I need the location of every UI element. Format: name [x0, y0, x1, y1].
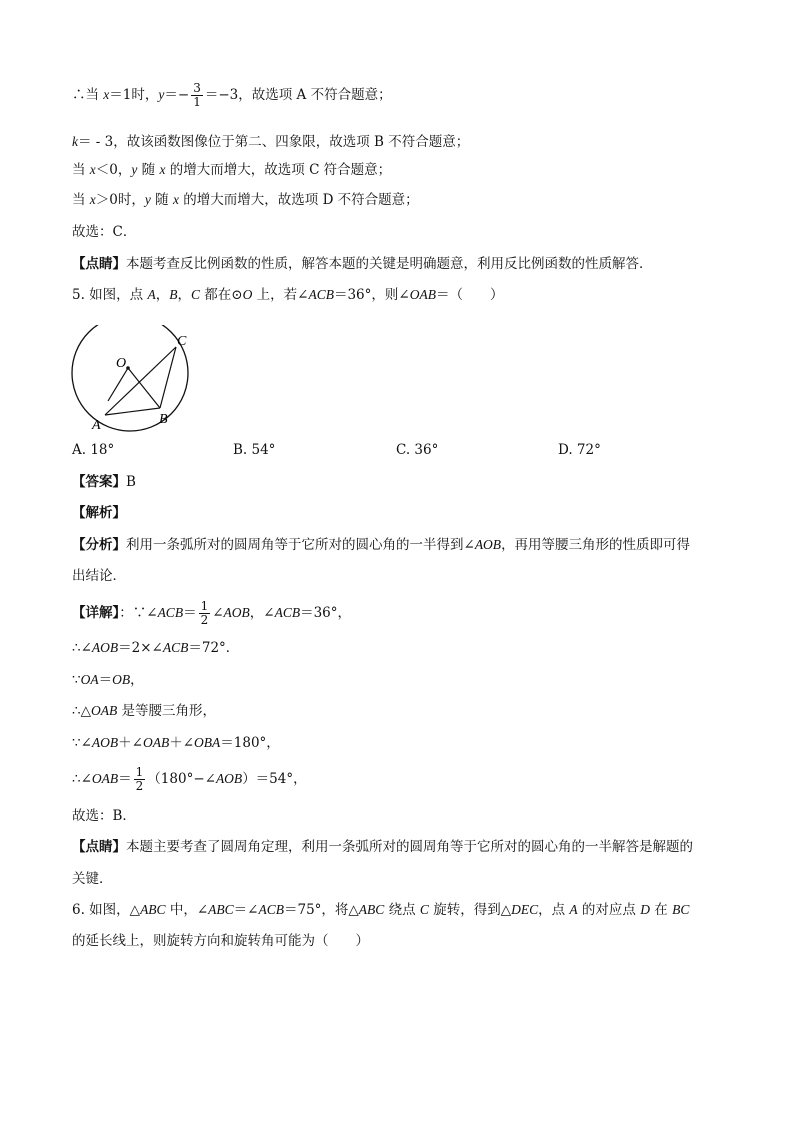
detail-line-7: 故选：B． [72, 808, 136, 824]
text: 随 [137, 162, 160, 178]
text: ∴△ [72, 703, 91, 719]
text: ＝180°， [220, 735, 280, 751]
text: ＝1时， [109, 87, 159, 103]
fraction [134, 766, 146, 793]
var: ABC [208, 902, 234, 917]
var-x: x [159, 162, 166, 177]
var: D [640, 902, 650, 917]
fraction-denominator: 1 [193, 95, 201, 109]
circle-figure [66, 325, 196, 435]
var-x: x [103, 87, 110, 102]
jiexi-heading: 【解析】 [72, 505, 126, 521]
fraction [191, 82, 203, 109]
text: ＝−3，故选项 A 不符合题意； [204, 87, 392, 103]
text: 随 [150, 192, 173, 208]
segment-ab [105, 408, 160, 415]
answer-line [72, 472, 136, 492]
question-6-line-1 [72, 900, 689, 920]
var-y: y [144, 192, 151, 207]
text: ＝ [118, 771, 132, 787]
text: 的增大而增大，故选项 D 不符合题意； [178, 192, 419, 208]
var: ACB [274, 605, 301, 620]
text: 利用一条弧所对的圆周角等于它所对的圆心角的一半得到∠ [126, 537, 475, 553]
line-2 [72, 132, 469, 152]
text: ＝36°， [300, 605, 352, 621]
fraction-numerator: 1 [135, 765, 144, 779]
text: ＝2×∠ [118, 640, 163, 656]
fenxi-line-1 [72, 535, 690, 555]
detail-line-4 [72, 701, 216, 721]
label-c: C [177, 334, 187, 349]
detail-line-3 [72, 670, 144, 690]
point-o [126, 366, 130, 370]
fenxi-line-2: 出结论． [72, 568, 126, 584]
text: 中，∠ [165, 902, 209, 918]
dianjing-tag: 【点睛】 [72, 839, 126, 855]
text: 5. 如图，点 [72, 287, 148, 303]
var: OA [80, 672, 99, 687]
fraction-denominator: 2 [200, 613, 209, 627]
label-a: A [92, 418, 101, 433]
var: OAB [90, 703, 118, 718]
label-o: O [116, 356, 127, 371]
text: ＝（ ） [435, 287, 504, 303]
line-1 [72, 82, 392, 109]
var: C [419, 902, 429, 917]
dianjing2-line-2: 关键． [72, 871, 113, 887]
text: 旋转，得到△ [428, 902, 512, 918]
var-y: y [158, 87, 165, 102]
text: 在 [649, 902, 673, 918]
label-b: B [159, 412, 168, 427]
var: B [169, 287, 178, 302]
var: A [147, 287, 156, 302]
text: 本题主要考查了圆周角定理，利用一条弧所对的圆周角等于它所对的圆心角的一半解答是解题的 [126, 839, 693, 855]
text: ＋∠ [118, 735, 143, 751]
var: BC [672, 902, 690, 917]
var: O [242, 287, 253, 302]
text: 的增大而增大，故选项 C 符合题意； [165, 162, 392, 178]
var: ACB [258, 902, 284, 917]
text: 当 [72, 192, 90, 208]
text: ＝ [183, 605, 197, 621]
text: ）＝54°， [242, 771, 307, 787]
var: ABC [140, 902, 166, 917]
var-y: y [131, 162, 138, 177]
detail-line-2 [72, 638, 239, 658]
var: AOB [91, 640, 119, 655]
fenxi-tag: 【分析】 [72, 537, 126, 553]
text: ∴∠ [72, 640, 92, 656]
text: 上，若∠ [252, 287, 309, 303]
text: ∠ [212, 605, 224, 621]
var-x: x [172, 192, 179, 207]
line-3 [72, 160, 391, 180]
var: DEC [511, 902, 539, 917]
option-b: B. 54° [233, 442, 276, 458]
text: ∴当 [72, 87, 104, 103]
var-x: x [89, 162, 96, 177]
line-4 [72, 190, 419, 210]
text: ＝ - 3，故该函数图像位于第二、四象限，故选项 B 不符合题意； [78, 134, 470, 150]
answer-value: B [126, 474, 136, 490]
text: ∵ [72, 672, 81, 688]
fraction-numerator: 1 [200, 599, 209, 613]
var: ACB [157, 605, 184, 620]
var: OAB [91, 771, 119, 786]
text: ＝75°，将△ [283, 902, 359, 918]
var: OAB [142, 735, 170, 750]
answer-tag: 【答案】 [72, 474, 126, 490]
var: C [190, 287, 200, 302]
text: （180°−∠ [147, 771, 216, 787]
option-a: A. 18° [72, 442, 115, 458]
line-5: 故选：C． [72, 224, 137, 240]
text: ， [177, 287, 191, 303]
text: ，点 [538, 902, 570, 918]
var: AOB [91, 735, 119, 750]
var: ACB [162, 640, 189, 655]
text: 都在⊙ [199, 287, 243, 303]
detail-line-5 [72, 733, 280, 753]
text: ＋∠ [169, 735, 195, 751]
text: ＝ [98, 672, 113, 688]
text: ∴∠ [72, 771, 92, 787]
option-d: D. 72° [558, 442, 601, 458]
line-6 [72, 254, 653, 274]
var: ABC [358, 902, 385, 917]
var: OBA [194, 735, 221, 750]
text: ：∵∠ [119, 605, 158, 621]
var: OAB [409, 287, 436, 302]
detail-line-1 [72, 600, 351, 627]
text: ＜0， [95, 162, 132, 178]
text: ＝∠ [233, 902, 259, 918]
fraction [199, 600, 211, 627]
var: AOB [474, 537, 502, 552]
text: 的对应点 [577, 902, 641, 918]
var: A [569, 902, 578, 917]
text: ，再用等腰三角形的性质即可得 [501, 537, 691, 553]
var-k: k [72, 134, 78, 149]
var: AOB [215, 771, 243, 786]
text: ， [155, 287, 170, 303]
detail-line-6 [72, 766, 307, 793]
option-c: C. 36° [396, 442, 439, 458]
question-5 [72, 285, 503, 305]
var: OB [112, 672, 131, 687]
var: AOB [223, 605, 250, 620]
text: ，∠ [249, 605, 275, 621]
dianjing-tag: 【点睛】 [72, 256, 126, 272]
var-x: x [89, 192, 96, 207]
segment-bc [160, 347, 176, 408]
text: ＞0时， [95, 192, 145, 208]
text: ∵∠ [72, 735, 92, 751]
text: 本题考查反比例函数的性质，解答本题的关键是明确题意，利用反比例函数的性质解答． [126, 256, 653, 272]
text: ＝− [164, 87, 190, 103]
dianjing2-line-1 [72, 837, 693, 857]
var: ACB [308, 287, 334, 302]
question-6-line-2: 的延长线上，则旋转方向和旋转角可能为（ ） [72, 933, 369, 949]
text: ＝36°，则∠ [333, 287, 410, 303]
text: 6. 如图，△ [72, 902, 141, 918]
text: 是等腰三角形， [117, 703, 217, 719]
detail-tag: 【详解】 [72, 605, 120, 621]
text: ， [130, 672, 144, 688]
fraction-denominator: 2 [135, 779, 144, 793]
circle-o [72, 325, 188, 431]
fraction-numerator: 3 [193, 81, 201, 95]
text: 绕点 [384, 902, 420, 918]
text: 当 [72, 162, 90, 178]
text: ＝72°． [188, 640, 240, 656]
